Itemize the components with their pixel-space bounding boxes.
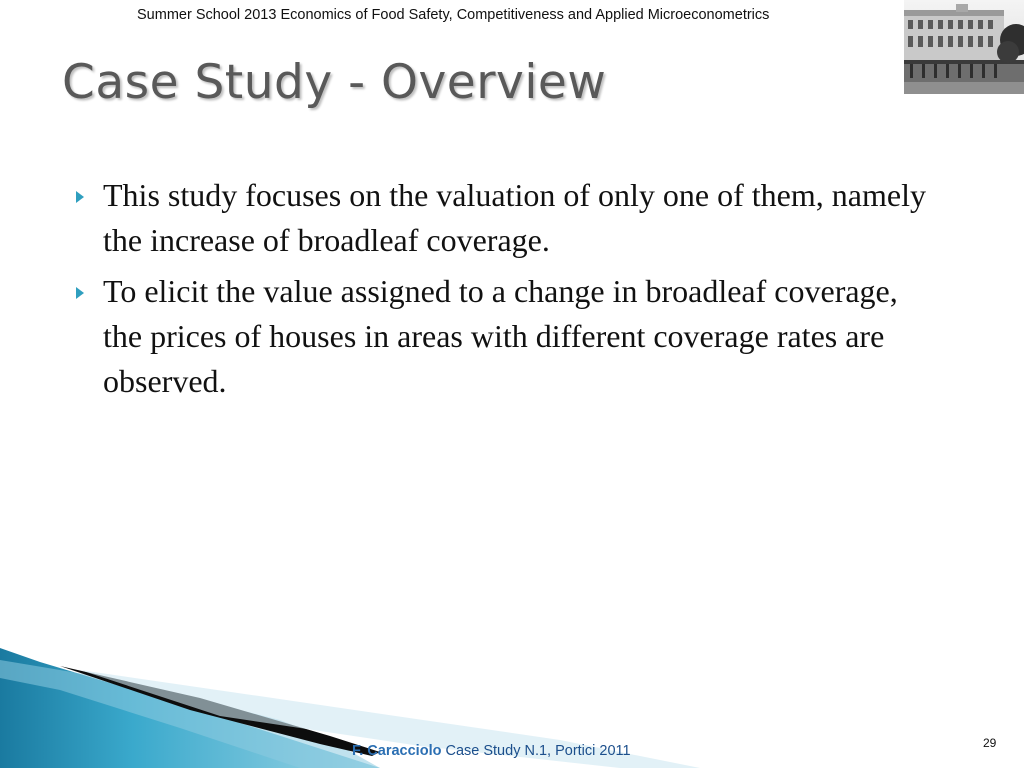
- bullet-arrow-icon: [76, 287, 84, 299]
- building-photo-graphic: [904, 0, 1024, 94]
- header-event-text: Summer School 2013 Economics of Food Safety, Competitiveness and Applied Microeconometrics: [137, 7, 770, 23]
- page-number: 29: [983, 736, 997, 750]
- bullet-text: This study focuses on the valuation of only one of them, namely the increase of broadleaf coverage.: [103, 177, 926, 258]
- bullet-item: [72, 269, 932, 404]
- building-photo: [904, 0, 1024, 94]
- footer-citation-text: Case Study N.1, Portici 2011: [441, 743, 631, 759]
- bullet-text: To elicit the value assigned to a change in broadleaf coverage, the prices of houses in areas with different coverage rates are observed.: [103, 273, 898, 399]
- footer-author: F. Caracciolo: [352, 743, 442, 759]
- footer-citation: [352, 743, 631, 759]
- bullet-arrow-icon: [76, 191, 84, 203]
- slide-title: Case Study - Overview: [62, 55, 607, 110]
- bullet-list: [72, 173, 932, 410]
- bullet-item: [72, 173, 932, 263]
